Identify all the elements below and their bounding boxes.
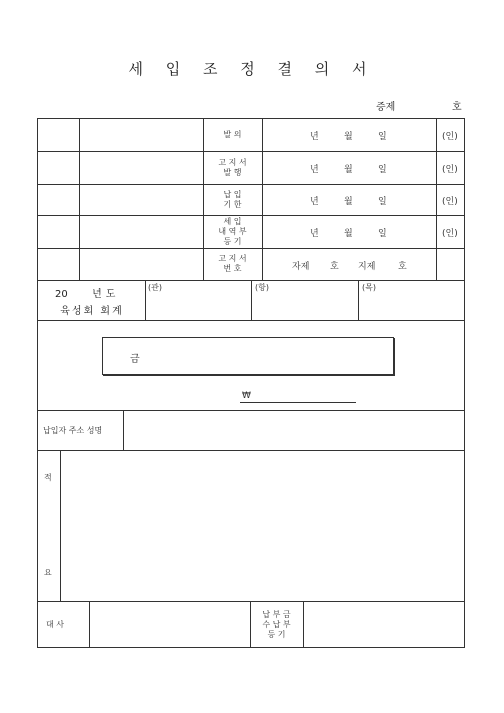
date-year: 년 [310, 229, 319, 239]
payment-register-label: 납 부 금 수 납 부 등 기 [262, 609, 291, 639]
bill-no-branch-suffix: 호 [398, 262, 407, 272]
date-year: 년 [310, 165, 319, 175]
seal-mark: (인) [442, 132, 458, 142]
fiscal-year: 20 년도 [55, 289, 120, 300]
date-day: 일 [378, 197, 387, 207]
payer-label: 납입자 주소 성명 [43, 426, 103, 435]
date-month: 월 [344, 197, 353, 207]
currency-symbol: ₩ [242, 391, 251, 401]
seal-mark: (인) [442, 165, 458, 175]
ledger-check-label: 대 사 [46, 620, 64, 629]
bill-no-self-suffix: 호 [330, 262, 339, 272]
date-year: 년 [310, 197, 319, 207]
bill-no-self-prefix: 자제 [292, 262, 310, 272]
amount-label: 금 [130, 354, 140, 365]
amount-box [102, 337, 394, 375]
document-title: 세 입 조 정 결 의 서 [128, 60, 376, 78]
summary-label-bottom: 요 [44, 568, 52, 577]
seal-mark: (인) [442, 197, 458, 207]
category-kwan: (관) [148, 283, 162, 292]
category-hang: (항) [255, 283, 269, 292]
date-day: 일 [378, 165, 387, 175]
doc-number-prefix: 증제 [376, 102, 396, 113]
bill-no-branch-prefix: 지제 [358, 262, 376, 272]
date-day: 일 [378, 132, 387, 142]
summary-label-top: 적 [44, 473, 52, 482]
label-bill-issued: 고 지 서 발 행 [218, 157, 247, 177]
category-mok: (목) [362, 283, 376, 292]
date-month: 월 [344, 165, 353, 175]
doc-number-suffix: 호 [452, 102, 462, 113]
label-bill-number: 고 지 서 번 호 [218, 254, 247, 273]
date-year: 년 [310, 132, 319, 142]
seal-mark: (인) [442, 229, 458, 239]
label-revenue-ledger: 세 입 내 역 부 등 기 [218, 216, 247, 246]
label-due-date: 납 입 기 한 [223, 189, 242, 209]
label-issue: 발 의 [223, 129, 242, 139]
amount-line [240, 402, 356, 403]
date-month: 월 [344, 132, 353, 142]
fiscal-account: 육성회 회계 [60, 306, 124, 317]
date-month: 월 [344, 229, 353, 239]
date-day: 일 [378, 229, 387, 239]
